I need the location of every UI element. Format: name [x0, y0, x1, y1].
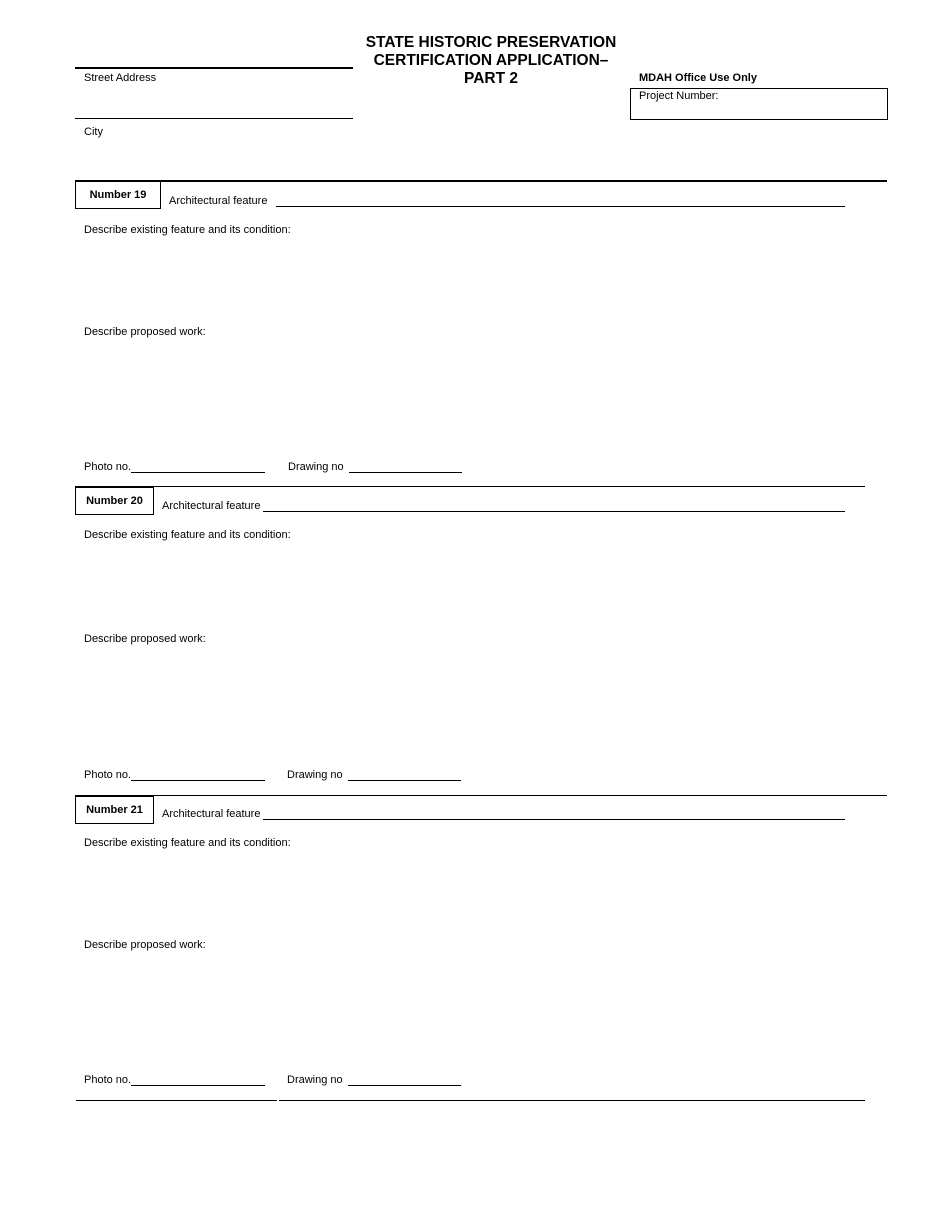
- drawing-no-label: Drawing no: [288, 461, 344, 473]
- photo-no-field[interactable]: [131, 780, 265, 781]
- architectural-feature-label: Architectural feature: [162, 500, 261, 512]
- form-title: [350, 34, 632, 88]
- drawing-no-field[interactable]: [348, 780, 461, 781]
- proposed-work-label: Describe proposed work:: [84, 633, 206, 645]
- proposed-work-area[interactable]: [84, 342, 864, 447]
- proposed-work-label: Describe proposed work:: [84, 326, 206, 338]
- drawing-no-field[interactable]: [348, 1085, 461, 1086]
- section-number-badge: Number 21: [75, 796, 154, 824]
- architectural-feature-label: Architectural feature: [162, 808, 261, 820]
- photo-no-label: Photo no.: [84, 769, 132, 781]
- photo-no-label: Photo no.: [84, 461, 132, 473]
- existing-feature-label: Describe existing feature and its condition:: [84, 529, 291, 541]
- photo-no-label: Photo no.: [84, 1074, 132, 1086]
- project-number-label: Project Number:: [639, 90, 719, 102]
- drawing-no-label: Drawing no: [287, 1074, 343, 1086]
- architectural-feature-field[interactable]: [263, 819, 845, 820]
- section-divider: [75, 795, 887, 796]
- proposed-work-area[interactable]: [84, 649, 864, 754]
- photo-no-field[interactable]: [131, 1085, 265, 1086]
- existing-feature-area[interactable]: [84, 853, 864, 928]
- section-divider: [75, 180, 887, 182]
- section-divider: [75, 486, 865, 487]
- street-address-label: Street Address: [84, 72, 157, 84]
- existing-feature-label: Describe existing feature and its condition:: [84, 837, 291, 849]
- proposed-work-label: Describe proposed work:: [84, 939, 206, 951]
- office-use-title: MDAH Office Use Only: [639, 72, 757, 84]
- architectural-feature-field[interactable]: [263, 511, 845, 512]
- city-label: City: [84, 126, 103, 138]
- bottom-rule-left: [76, 1100, 277, 1101]
- bottom-rule-right: [279, 1100, 865, 1101]
- architectural-feature-field[interactable]: [276, 206, 845, 207]
- existing-feature-area[interactable]: [84, 240, 864, 315]
- drawing-no-label: Drawing no: [287, 769, 343, 781]
- city-field[interactable]: [75, 118, 353, 119]
- photo-no-field[interactable]: [131, 472, 265, 473]
- form-title-line-2: CERTIFICATION APPLICATION–: [373, 52, 609, 69]
- existing-feature-label: Describe existing feature and its condition:: [84, 224, 291, 236]
- architectural-feature-label: Architectural feature: [169, 195, 268, 207]
- section-number-badge: Number 20: [75, 487, 154, 515]
- existing-feature-area[interactable]: [84, 545, 864, 620]
- form-title-line-1: STATE HISTORIC PRESERVATION: [365, 34, 617, 51]
- drawing-no-field[interactable]: [349, 472, 462, 473]
- section-number-badge: Number 19: [75, 181, 161, 209]
- proposed-work-area[interactable]: [84, 955, 864, 1060]
- project-number-box[interactable]: [630, 88, 888, 120]
- street-address-field[interactable]: [75, 67, 353, 69]
- form-title-line-3: PART 2: [464, 70, 518, 87]
